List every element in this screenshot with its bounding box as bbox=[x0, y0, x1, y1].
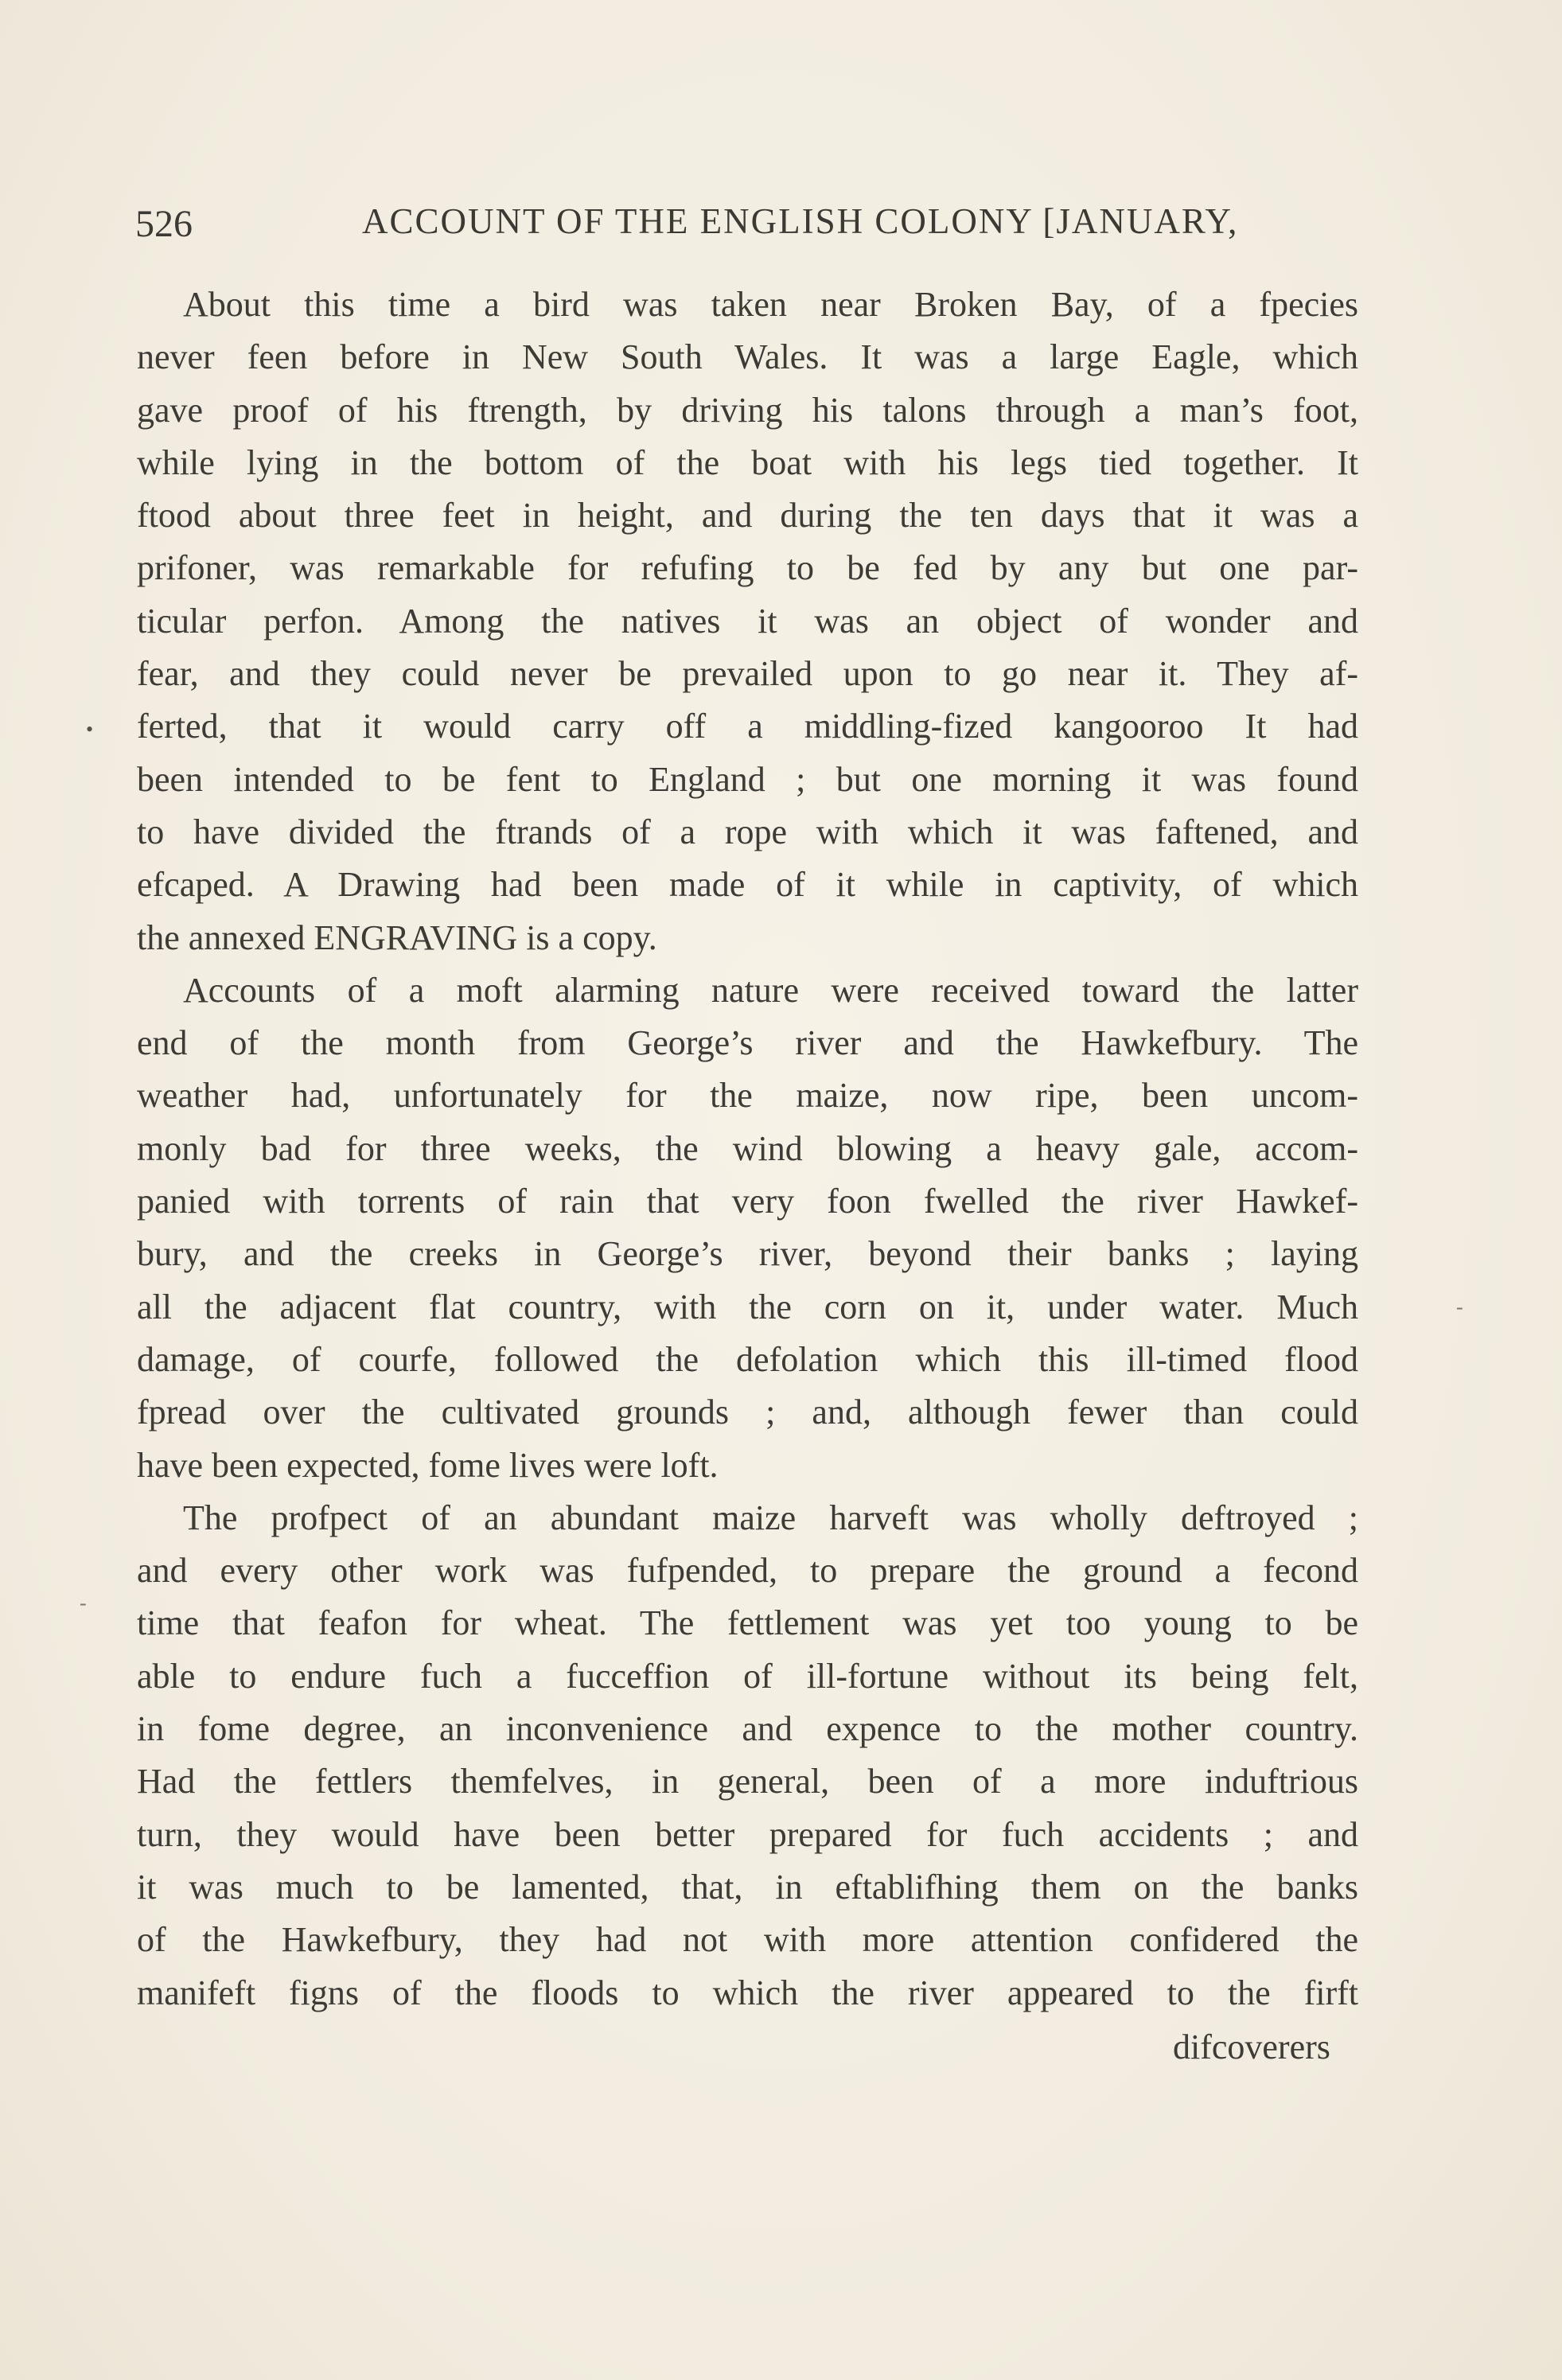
margin-mark: - bbox=[1456, 1295, 1463, 1319]
text-line: Had the fettlers themfelves, in general, been of a more induftrious bbox=[137, 1762, 1358, 1802]
margin-mark: - bbox=[80, 1591, 87, 1615]
margin-mark: • bbox=[86, 718, 94, 741]
text-line: while lying in the bottom of the boat with his legs tied together. It bbox=[137, 442, 1358, 482]
text-line: the annexed ENGRAVING is a copy. bbox=[137, 917, 657, 957]
text-line: end of the month from George’s river and the Hawkefbury. The bbox=[137, 1023, 1358, 1063]
text-line: weather had, unfortunately for the maize, now ripe, been uncom- bbox=[137, 1076, 1358, 1116]
text-line: never feen before in New South Wales. It was a large Eagle, which bbox=[137, 337, 1358, 377]
text-line: ticular perfon. Among the natives it was an object of wonder and bbox=[137, 601, 1358, 641]
catchword: difcoverers bbox=[1173, 2027, 1330, 2066]
page-header bbox=[135, 197, 1361, 253]
text-line: Accounts of a moft alarming nature were received toward the latter bbox=[183, 970, 1358, 1010]
text-line: ferted, that it would carry off a middling-fized kangooroo It had bbox=[137, 707, 1358, 746]
text-line: fear, and they could never be prevailed upon to go near it. They af- bbox=[137, 654, 1358, 694]
text-line: manifeft figns of the floods to which the river appeared to the firft bbox=[137, 1973, 1358, 2012]
text-line: able to endure fuch a fucceffion of ill-fortune without its being felt, bbox=[137, 1656, 1358, 1696]
text-line: The profpect of an abundant maize harveft was wholly deftroyed ; bbox=[183, 1498, 1358, 1537]
text-line: have been expected, fome lives were loft. bbox=[137, 1445, 719, 1485]
text-line: in fome degree, an inconvenience and expence to the mother country. bbox=[137, 1709, 1358, 1749]
text-line: efcaped. A Drawing had been made of it while in captivity, of which bbox=[137, 865, 1358, 905]
text-line: prifoner, was remarkable for refufing to be fed by any but one par- bbox=[137, 548, 1358, 588]
text-line: turn, they would have been better prepared for fuch accidents ; and bbox=[137, 1814, 1358, 1854]
text-line: it was much to be lamented, that, in eftablifhing them on the banks bbox=[137, 1867, 1358, 1907]
text-line: damage, of courfe, followed the defolation which this ill-timed flood bbox=[137, 1339, 1358, 1379]
running-title: ACCOUNT OF THE ENGLISH COLONY [JANUARY, bbox=[362, 201, 1239, 241]
text-line: and every other work was fufpended, to prepare the ground a fecond bbox=[137, 1551, 1358, 1591]
text-line: gave proof of his ftrength, by driving his talons through a man’s foot, bbox=[137, 390, 1358, 430]
page-number: 526 bbox=[135, 203, 193, 245]
text-line: ftood about three feet in height, and during the ten days that it was a bbox=[137, 496, 1358, 536]
text-line: of the Hawkefbury, they had not with more attention confidered the bbox=[137, 1920, 1358, 1960]
text-line: monly bad for three weeks, the wind blowing a heavy gale, accom- bbox=[137, 1128, 1358, 1168]
text-line: to have divided the ftrands of a rope with which it was faftened, and bbox=[137, 812, 1358, 851]
body-text bbox=[137, 279, 1358, 2020]
text-line: time that feafon for wheat. The fettlement was yet too young to be bbox=[137, 1603, 1358, 1643]
text-line: fpread over the cultivated grounds ; and, although fewer than could bbox=[137, 1393, 1358, 1432]
text-line: all the adjacent flat country, with the corn on it, under water. Much bbox=[137, 1287, 1358, 1326]
text-line: About this time a bird was taken near Broken Bay, of a fpecies bbox=[183, 285, 1358, 324]
text-line: been intended to be fent to England ; but one morning it was found bbox=[137, 759, 1358, 799]
text-line: bury, and the creeks in George’s river, beyond their banks ; laying bbox=[137, 1234, 1358, 1274]
text-line: panied with torrents of rain that very foon fwelled the river Hawkef- bbox=[137, 1182, 1358, 1221]
